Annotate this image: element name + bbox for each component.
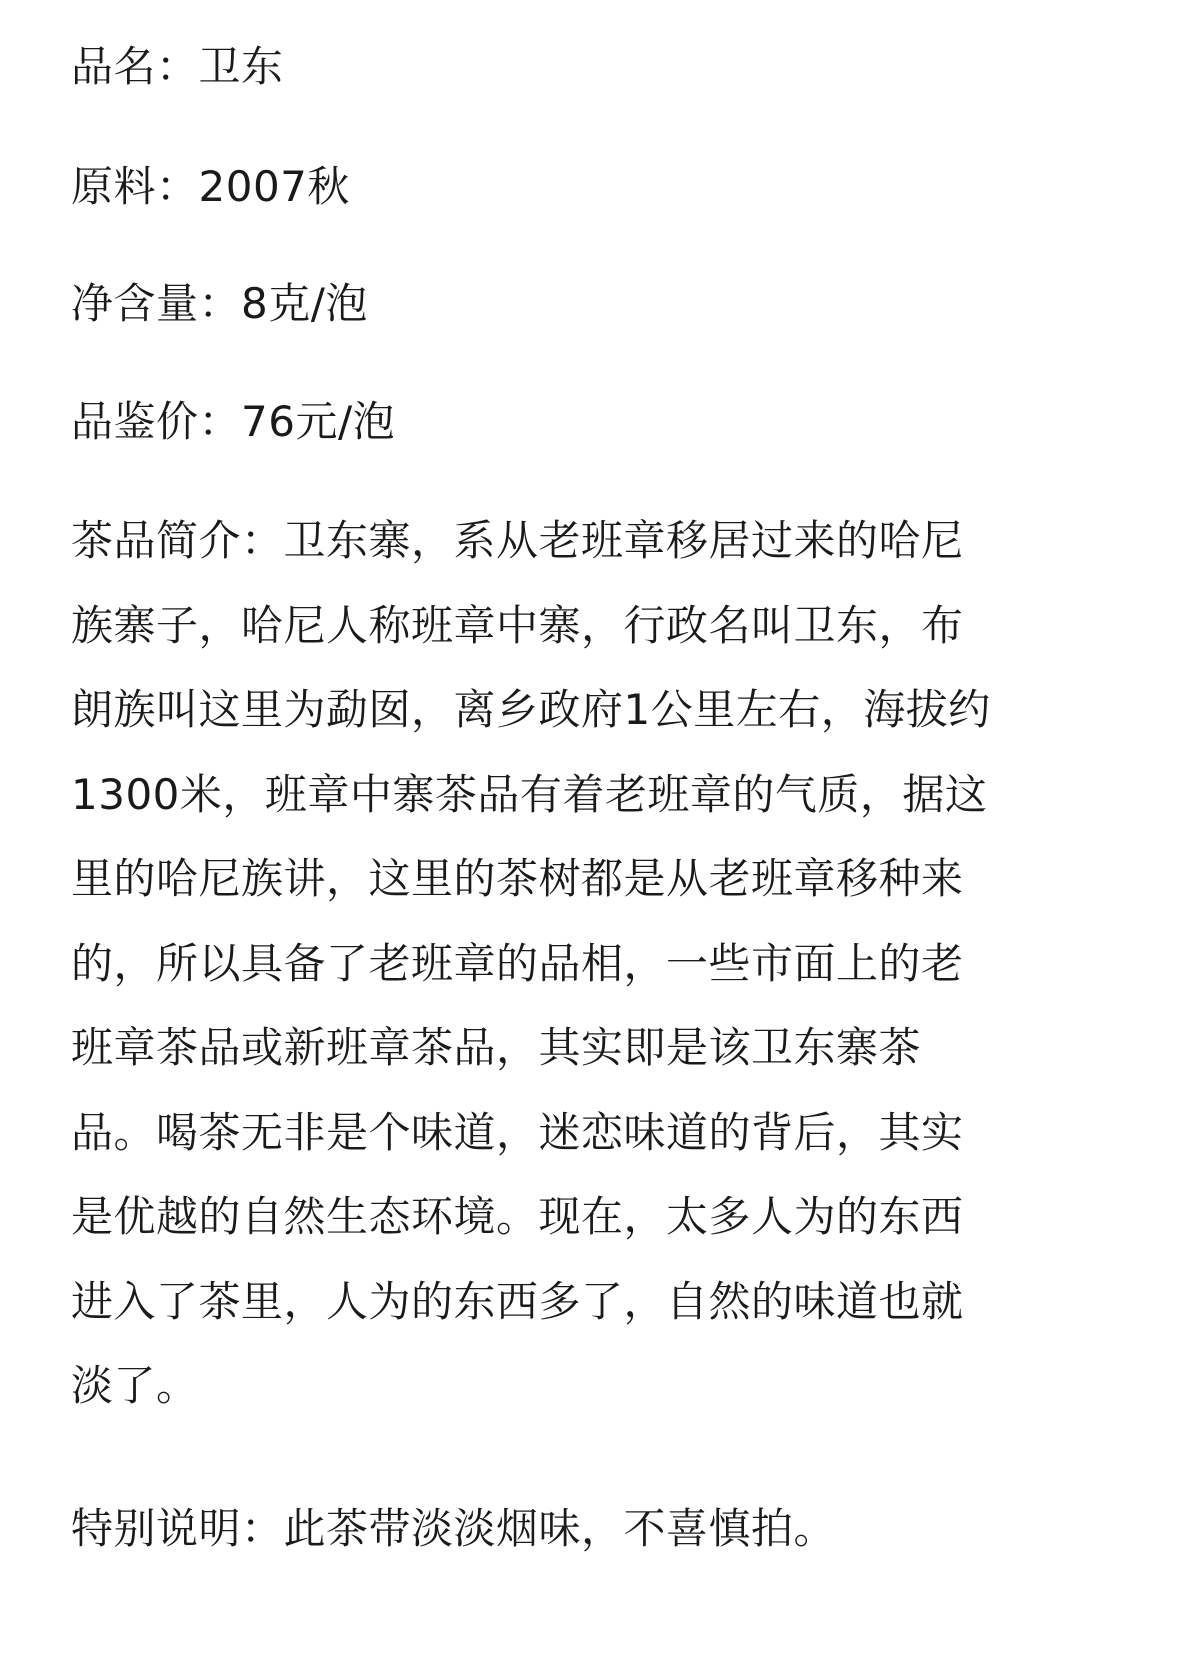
introduction-line: 是优越的自然生态环境。现在，太多人为的东西 [71,1192,964,1241]
introduction-line: 班章茶品或新班章茶品，其实即是该卫东寨茶 [71,1023,922,1072]
product-material: 原料：2007秋 [71,162,350,211]
product-introduction [71,499,1051,1429]
introduction-line: 族寨子，哈尼人称班章中寨，行政名叫卫东，布 [71,600,964,650]
introduction-line: 朗族叫这里为勐囡，离乡政府1公里左右，海拔约 [71,685,991,734]
introduction-line: 1300米，班章中寨茶品有着老班章的气质，据这 [71,769,988,819]
introduction-line: 茶品简介：卫东寨，系从老班章移居过来的哈尼 [71,516,964,565]
introduction-line: 的，所以具备了老班章的品相，一些市面上的老 [71,938,964,988]
product-weight: 净含量：8克/泡 [71,279,368,328]
introduction-line: 里的哈尼族讲，这里的茶树都是从老班章移种来 [71,854,964,903]
introduction-line: 进入了茶里，人为的东西多了，自然的味道也就 [71,1276,964,1326]
introduction-line: 品。喝茶无非是个味道，迷恋味道的背后，其实 [71,1107,964,1157]
product-price: 品鉴价：76元/泡 [71,397,396,446]
product-name: 品名：卫东 [71,42,284,91]
special-note: 特别说明：此茶带淡淡烟味，不喜慎拍。 [71,1504,837,1553]
introduction-line: 淡了。 [71,1361,199,1410]
